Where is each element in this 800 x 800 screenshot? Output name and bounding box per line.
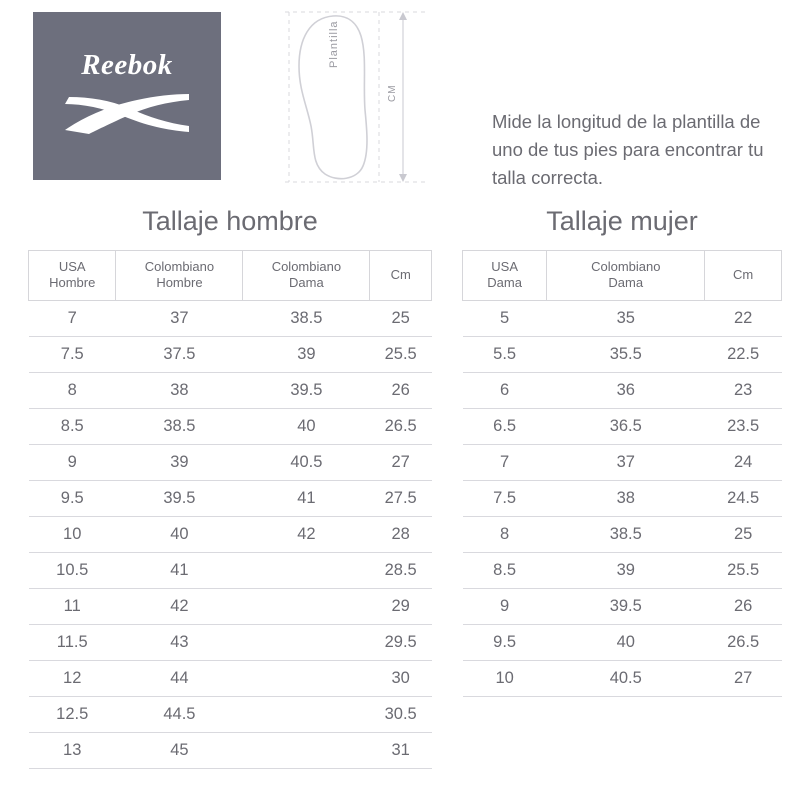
table-cell: 37.5: [116, 336, 243, 372]
table-cell: 39.5: [243, 372, 370, 408]
table-row: [29, 408, 432, 444]
table-cell: [243, 588, 370, 624]
table-cell: 13: [29, 732, 116, 768]
table-row: [463, 372, 782, 408]
table-row: [463, 336, 782, 372]
column-header: [29, 251, 116, 301]
table-cell: 8: [463, 516, 547, 552]
table-cell: 5: [463, 300, 547, 336]
column-header-line1: Colombiano Dama: [271, 259, 342, 291]
table-cell: [243, 624, 370, 660]
table-cell: 28: [370, 516, 432, 552]
table-cell: 8: [29, 372, 116, 408]
women-size-table: [462, 250, 782, 697]
column-header: [463, 251, 547, 301]
table-cell: 38: [116, 372, 243, 408]
table-row: [463, 480, 782, 516]
table-cell: 10: [463, 660, 547, 696]
table-row: [29, 444, 432, 480]
column-header-line1: Cm: [390, 267, 411, 283]
table-cell: 27: [705, 660, 782, 696]
men-table-body: [29, 300, 432, 768]
table-cell: 40: [116, 516, 243, 552]
table-row: [29, 552, 432, 588]
table-cell: 10.5: [29, 552, 116, 588]
table-cell: 10: [29, 516, 116, 552]
table-cell: [243, 660, 370, 696]
table-cell: 5.5: [463, 336, 547, 372]
column-header: [370, 251, 432, 301]
table-cell: 25.5: [370, 336, 432, 372]
table-cell: 26.5: [705, 624, 782, 660]
table-cell: 7.5: [29, 336, 116, 372]
table-cell: 38.5: [547, 516, 705, 552]
table-cell: 44: [116, 660, 243, 696]
table-cell: 39: [547, 552, 705, 588]
table-cell: 12.5: [29, 696, 116, 732]
table-cell: 23: [705, 372, 782, 408]
table-cell: 42: [243, 516, 370, 552]
table-cell: 35: [547, 300, 705, 336]
table-cell: 22.5: [705, 336, 782, 372]
table-cell: 22: [705, 300, 782, 336]
table-row: [29, 480, 432, 516]
table-cell: 9.5: [463, 624, 547, 660]
table-cell: 30: [370, 660, 432, 696]
table-cell: 9: [29, 444, 116, 480]
intro-text: Mide la longitud de la plantilla de uno de tus pies para encontrar tu talla correcta.: [492, 111, 764, 189]
table-row: [29, 696, 432, 732]
table-cell: 9.5: [29, 480, 116, 516]
table-row: [29, 372, 432, 408]
table-cell: 9: [463, 588, 547, 624]
insole-diagram: [275, 6, 435, 188]
table-cell: 40.5: [547, 660, 705, 696]
table-cell: 31: [370, 732, 432, 768]
table-cell: 27.5: [370, 480, 432, 516]
table-row: [463, 408, 782, 444]
women-table-body: [463, 300, 782, 696]
column-header: [243, 251, 370, 301]
column-header: [705, 251, 782, 301]
table-cell: 39: [243, 336, 370, 372]
table-row: [29, 588, 432, 624]
table-row: [29, 336, 432, 372]
table-cell: 26.5: [370, 408, 432, 444]
table-cell: 23.5: [705, 408, 782, 444]
table-cell: 38.5: [243, 300, 370, 336]
column-header-line1: Colombiano Hombre: [144, 259, 215, 291]
table-cell: 38: [547, 480, 705, 516]
column-header-line1: USA Hombre: [49, 259, 96, 291]
column-header: [116, 251, 243, 301]
men-size-table: [28, 250, 432, 769]
table-row: [463, 624, 782, 660]
table-cell: 45: [116, 732, 243, 768]
table-row: [463, 444, 782, 480]
table-cell: 7: [463, 444, 547, 480]
reebok-vector-icon: [52, 90, 202, 141]
table-cell: 41: [116, 552, 243, 588]
table-cell: 40.5: [243, 444, 370, 480]
table-cell: 37: [547, 444, 705, 480]
table-row: [463, 300, 782, 336]
table-cell: 6: [463, 372, 547, 408]
table-cell: 8.5: [463, 552, 547, 588]
cm-axis-label: CM: [387, 84, 398, 102]
table-cell: 12: [29, 660, 116, 696]
table-cell: 40: [243, 408, 370, 444]
table-cell: 36: [547, 372, 705, 408]
table-row: [463, 552, 782, 588]
table-row: [29, 660, 432, 696]
table-cell: 24: [705, 444, 782, 480]
women-table-title: Tallaje mujer: [546, 206, 698, 236]
table-cell: [243, 732, 370, 768]
table-cell: 8.5: [29, 408, 116, 444]
column-header: [547, 251, 705, 301]
table-cell: 36.5: [547, 408, 705, 444]
table-header-row: [463, 251, 782, 301]
table-row: [463, 516, 782, 552]
table-cell: 26: [370, 372, 432, 408]
table-cell: 39: [116, 444, 243, 480]
table-cell: 11: [29, 588, 116, 624]
header-band: [0, 0, 800, 190]
table-cell: [243, 552, 370, 588]
table-row: [29, 300, 432, 336]
table-cell: 11.5: [29, 624, 116, 660]
table-cell: 43: [116, 624, 243, 660]
table-cell: 6.5: [463, 408, 547, 444]
table-cell: 30.5: [370, 696, 432, 732]
table-cell: 40: [547, 624, 705, 660]
table-cell: 24.5: [705, 480, 782, 516]
table-row: [463, 660, 782, 696]
table-row: [29, 624, 432, 660]
table-cell: 25.5: [705, 552, 782, 588]
table-cell: 28.5: [370, 552, 432, 588]
table-cell: [243, 696, 370, 732]
men-table-title: Tallaje hombre: [142, 206, 318, 236]
table-cell: 39.5: [547, 588, 705, 624]
table-cell: 39.5: [116, 480, 243, 516]
table-cell: 38.5: [116, 408, 243, 444]
table-cell: 7.5: [463, 480, 547, 516]
table-cell: 26: [705, 588, 782, 624]
table-cell: 25: [370, 300, 432, 336]
table-cell: 42: [116, 588, 243, 624]
brand-logo-box: [33, 12, 221, 180]
table-cell: 29: [370, 588, 432, 624]
table-cell: 44.5: [116, 696, 243, 732]
table-cell: 35.5: [547, 336, 705, 372]
table-cell: 37: [116, 300, 243, 336]
table-row: [29, 516, 432, 552]
column-header-line1: Cm: [733, 267, 754, 283]
table-cell: 7: [29, 300, 116, 336]
brand-name: Reebok: [81, 49, 173, 81]
table-row: [29, 732, 432, 768]
table-cell: 41: [243, 480, 370, 516]
table-header-row: [29, 251, 432, 301]
column-header-line1: USA Dama: [487, 259, 522, 291]
insole-label: Plantilla: [328, 20, 340, 68]
table-cell: 29.5: [370, 624, 432, 660]
column-header-line1: Colombiano Dama: [591, 259, 661, 291]
table-row: [463, 588, 782, 624]
table-cell: 25: [705, 516, 782, 552]
table-cell: 27: [370, 444, 432, 480]
